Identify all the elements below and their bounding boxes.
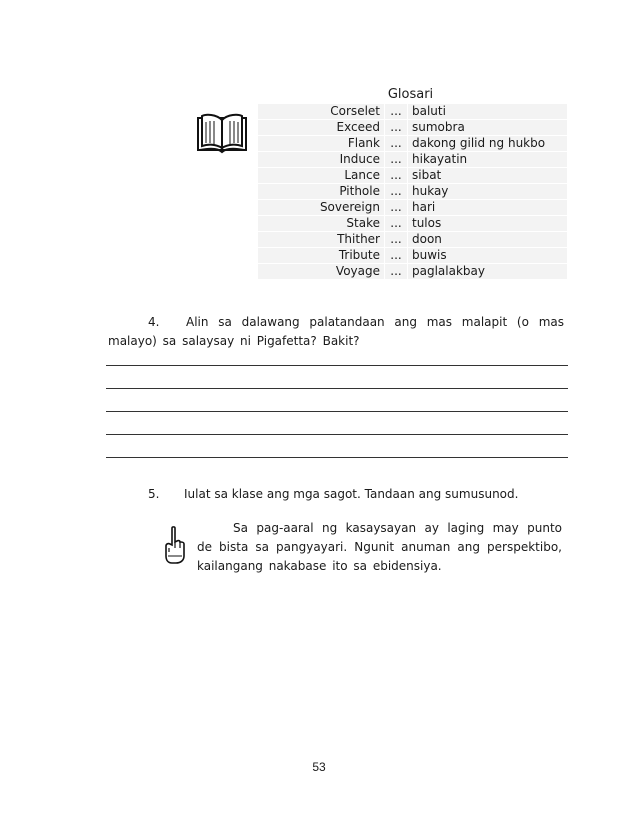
- glossary-table: [258, 104, 567, 280]
- glossary-row: [258, 200, 567, 216]
- page-number: 53: [312, 760, 326, 774]
- answer-line[interactable]: [106, 411, 568, 412]
- glossary-row: [258, 120, 567, 136]
- glossary-term: Tribute: [258, 248, 385, 264]
- glossary-term: Stake: [258, 216, 385, 232]
- glossary-separator: ...: [385, 120, 408, 136]
- glossary-term: Voyage: [258, 264, 385, 280]
- note-text: Sa pag-aaral ng kasaysayan ay laging may punto de bista sa pangyayari. Ngunit anuman ang perspektibo, kailangang nakabase ito sa ebidensiya.: [197, 521, 562, 573]
- glossary-separator: ...: [385, 264, 408, 280]
- glossary-row: [258, 136, 567, 152]
- glossary-separator: ...: [385, 152, 408, 168]
- glossary-term: Induce: [258, 152, 385, 168]
- answer-line[interactable]: [106, 457, 568, 458]
- glossary-definition: buwis: [408, 248, 568, 264]
- glossary-row: [258, 232, 567, 248]
- question-5: [148, 487, 518, 501]
- question-4-text: Alin sa dalawang palatandaan ang mas malapit (o mas malayo) sa salaysay ni Pigafetta? Bakit?: [108, 315, 564, 348]
- glossary-term: Sovereign: [258, 200, 385, 216]
- glossary-definition: tulos: [408, 216, 568, 232]
- glossary-term: Corselet: [258, 104, 385, 120]
- answer-line[interactable]: [106, 365, 568, 366]
- glossary-separator: ...: [385, 104, 408, 120]
- glossary-definition: hari: [408, 200, 568, 216]
- glossary-definition: hikayatin: [408, 152, 568, 168]
- note-text-block: [197, 519, 562, 576]
- glossary-term: Lance: [258, 168, 385, 184]
- glossary-separator: ...: [385, 184, 408, 200]
- open-book-icon: [196, 110, 248, 156]
- question-4: [108, 313, 564, 351]
- question-5-text: Iulat sa klase ang mga sagot. Tandaan ang sumusunod.: [184, 487, 519, 501]
- question-4-number: 4.: [148, 315, 160, 329]
- glossary-row: [258, 104, 567, 120]
- glossary-definition: sumobra: [408, 120, 568, 136]
- question-5-number: 5.: [148, 487, 160, 501]
- glossary-definition: doon: [408, 232, 568, 248]
- glossary-separator: ...: [385, 200, 408, 216]
- glossary-term: Flank: [258, 136, 385, 152]
- answer-line[interactable]: [106, 388, 568, 389]
- glossary-definition: baluti: [408, 104, 568, 120]
- pointing-hand-icon: [164, 526, 186, 564]
- glossary-term: Thither: [258, 232, 385, 248]
- glossary-row: [258, 152, 567, 168]
- glossary-row: [258, 248, 567, 264]
- glossary-separator: ...: [385, 216, 408, 232]
- glossary-term: Pithole: [258, 184, 385, 200]
- glossary-term: Exceed: [258, 120, 385, 136]
- answer-line[interactable]: [106, 434, 568, 435]
- glossary-row: [258, 216, 567, 232]
- glossary-separator: ...: [385, 136, 408, 152]
- glossary-row: [258, 184, 567, 200]
- glossary-separator: ...: [385, 232, 408, 248]
- glossary-row: [258, 264, 567, 280]
- glossary-definition: paglalakbay: [408, 264, 568, 280]
- glossary-title: Glosari: [387, 87, 434, 102]
- glossary-separator: ...: [385, 248, 408, 264]
- glossary-definition: hukay: [408, 184, 568, 200]
- glossary-separator: ...: [385, 168, 408, 184]
- glossary-definition: dakong gilid ng hukbo: [408, 136, 568, 152]
- glossary-definition: sibat: [408, 168, 568, 184]
- glossary-row: [258, 168, 567, 184]
